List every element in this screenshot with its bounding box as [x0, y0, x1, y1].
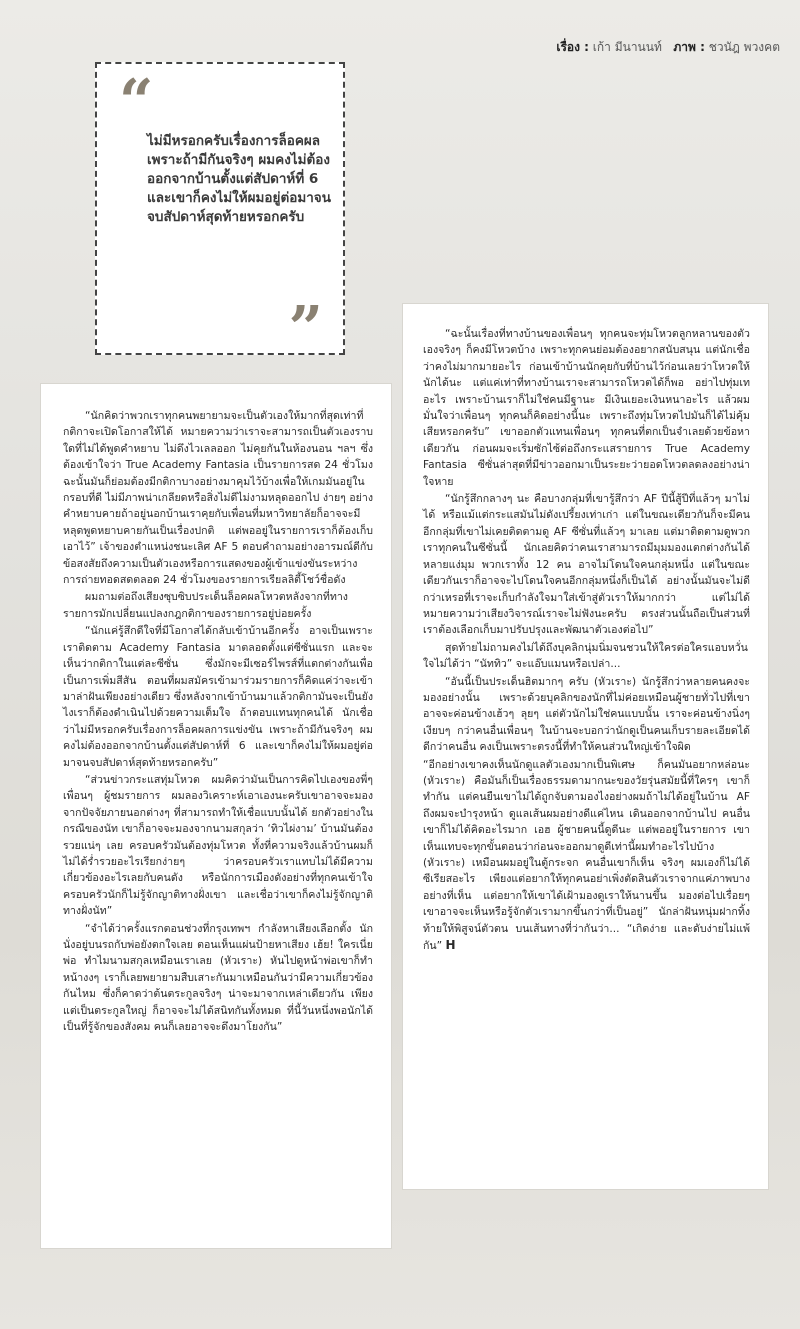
paragraph: “นักรู้สึกกลางๆ นะ คือบางกลุ่มที่เขารู้สึกว่า AF ปีนี้สู้ปีที่แล้วๆ มาไม่ได้ หรือแม้แต่กระแสมันไม่ดังเปรี้ยงเท่าเก่า แต่ในขณะเดียวกันก็จะมีคนอีกกลุ่มที่เขาไม่เคยติดตามดู AF ซีซั่นที่แล้วๆ มาเลย แต่มาติดตามดูพวกเราทุกคนในซีซั่นนี้ นักเลยคิดว่าคนเราสามารถมีมุมมองแตกต่างกันได้หลายแง่มุม พวกเราทั้ง 12 คน อาจไม่โดนใจคนกลุ่มหนึ่ง แต่ในขณะเดียวกันเราก็อาจจะไปโดนใจคนอีกกลุ่มหนึ่งก็เป็นได้ อย่างนั้นมันจะไม่ดีกว่าเหรอที่เราจะเก็บกำลังใจมาใส่เข้าสู่ตัวเราให้มากกว่า แต่ไม่ได้หมายความว่าเสียงวิจารณ์เราจะไม่ฟังนะครับ ตรงส่วนนั้นถือเป็นส่วนที่เราต้องเลือกเก็บมาปรับปรุงและพัฒนาตัวเองต่อไป”	[423, 493, 750, 637]
pull-quote-text: ไม่มีหรอกครับเรื่องการล็อคผล เพราะถ้ามีกันจริงๆ ผมคงไม่ต้องออกจากบ้านตั้งแต่สัปดาห์ที่ 6 และเขาก็คงไม่ให้ผมอยู่ต่อมาจนจบสัปดาห์สุดท้ายหรอกครับ	[147, 133, 331, 225]
paragraph: “จำได้ว่าครั้งแรกตอนช่วงที่กรุงเทพฯ กำลังหาเสียงเลือกตั้ง นักนั่งอยู่บนรถกับพ่อยังตกใจเลย ตอนเห็นแผ่นป้ายหาเสียง เฮ้ย! ใครเนี่ยพ่อ ทำไมนามสกุลเหมือนเราเลย (หัวเราะ) หันไปดูหน้าพ่อเขาก็ทำหน้างงๆ เราก็เลยพยายามสืบเสาะกันมาเหมือนกันว่ามีความเกี่ยวข้องกันไหม ซึ่งก็คาดว่าต้นตระกูลจริงๆ น่าจะมาจากเหล่าเดียวกัน เพียงแต่เป็นตระกูลใหญ่ ก็อาจจะไม่ได้สนิทกันทั้งหมด ที่นี้วันหนึ่งพอนักได้เป็นที่รู้จักของสังคม คนก็เลยอาจจะดึงมาโยงกัน”	[63, 922, 373, 1034]
photo-author: ชวนัฎ พวงคต	[708, 40, 780, 54]
paragraph: ผมถามต่อถึงเสียงซุบซิบประเด็นล็อคผลโหวตหลังจากที่ทางรายการมักเปลี่ยนแปลงกฎกติกาของรายการอยู่บ่อยครั้ง	[63, 591, 348, 620]
byline	[556, 38, 780, 57]
paragraph: “ฉะนั้นเรื่องที่ทางบ้านของเพื่อนๆ ทุกคนจะทุ่มโหวตลูกหลานของตัวเองจริงๆ ก็คงมีโหวตบ้าง เพราะทุกคนย่อมต้องอยากสนับสนุน แต่นักเชื่อว่าคงไม่มากมายอะไร ก่อนเข้าบ้านนักคุยกับที่บ้านไว้ก่อนเลยว่าโหวตให้นักได้นะ แต่แค่เท่าที่ทางบ้านเราจะสามารถโหวตได้ก็พอ อย่าไปทุ่มเทอะไร เพราะบ้านเราก็ไม่ใช่คนมีฐานะ มีเงินเยอะเงินหนาอะไร แล้วผมมั่นใจว่าเพื่อนๆ ทุกคนก็คิดอย่างนี้นะ เพราะถึงทุ่มโหวตไปมันก็ได้ไม่คุ้มเสียหรอกครับ” เขาออกตัวแทนเพื่อนๆ ทุกคนที่ตกเป็นจำเลยด้วยข้อหาเดียวกัน ก่อนผมจะเริ่มซักไซ้ต่อถึงกระแสรายการ True Academy Fantasia ซีซั่นล่าสุดที่มีข่าวออกมาเป็นระยะว่ายอดโหวตลดลงอย่างน่าใจหาย	[423, 328, 750, 488]
paragraph: “อันนี้เป็นประเด็นฮิตมากๆ ครับ (หัวเราะ) นักรู้สึกว่าหลายคนคงจะมองอย่างนั้น เพราะด้วยบุคลิกของนักที่ไม่ค่อยเหมือนผู้ชายทั่วไปที่เขาอาจจะค่อนข้างเฮ้วๆ ลุยๆ แต่ตัวนักไม่ใช่คนแบบนั้น เราจะค่อนข้างนิ่งๆ เงียบๆ กว่าคนอื่นเพื่อนๆ ในบ้านจะบอกว่านักดูเป็นคนเก็บรายละเอียดได้ดีกว่าคนอื่น คงเป็นเพราะตรงนี้ที่ทำให้คนส่วนใหญ่เข้าใจผิด	[423, 675, 750, 754]
right-text-column	[402, 303, 769, 1190]
photo-label: ภาพ :	[673, 40, 705, 54]
left-text-column	[40, 383, 392, 1249]
paragraph: “นักคิดว่าพวกเราทุกคนพยายามจะเป็นตัวเองให้มากที่สุดเท่าที่กติกาจะเปิดโอกาสให้ได้ หมายความว่าเราจะสามารถเป็นตัวเองราบใดที่ไม่ได้พูดคำหยาบ ไม่ดึงไวเลลออก ไม่คุยกันในห้องนอน ฯลฯ ซึ่งต้องเข้าใจว่า True Academy Fantasia เป็นรายการสด 24 ชั่วโมง ฉะนั้นมันก็ย่อมต้องมีกติกาบางอย่างมาคุมไว้บ้างเพื่อให้เกมมันอยู่ในกรอบที่ดี ไม่มีภาพน่าเกลียดหรือสิ่งไม่ดีไม่งามหลุดออกไป ง่ายๆ อย่างคำหยาบคายถ้าอยู่นอกบ้านเราคุยกับเพื่อนที่มหาวิทยาลัยก็อาจจะมีหลุดพูดหยาบคายกันเป็นเรื่องปกติ แต่พออยู่ในรายการเราก็ต้องเก็บเอาไว้” เจ้าของตำแหน่งชนะเลิศ AF 5 ตอบคำถามอย่างอารมณ์ดีกับข้อสงสัยถึงความเป็นตัวเองหรือการแสดงของผู้เข้าแข่งขันระหว่างการถ่ายทอดสดตลอด 24 ชั่วโมงของรายการเรียลลิตี้โชว์ชื่อดัง	[63, 410, 373, 587]
end-mark: H	[445, 938, 456, 953]
story-author: เก้า มีนานนท์	[592, 40, 662, 54]
story-label: เรื่อง :	[556, 40, 589, 54]
open-quote-mark: “	[119, 67, 154, 137]
pull-quote-box	[95, 62, 345, 364]
paragraph: สุดท้ายไม่ถามคงไม่ได้ถึงบุคลิกนุ่มนิ่มจนชวนให้ใครต่อใครแอบหวั่นใจไม่ได้ว่า “นัททิว” จะแอ๊บแมนหรือเปล่า...	[423, 641, 748, 671]
close-quote-mark: ”	[288, 294, 323, 364]
paragraph: “นักแค่รู้สึกดีใจที่มีโอกาสได้กลับเข้าบ้านอีกครั้ง อาจเป็นเพราะเราติดตาม Academy Fantasia มาตลอดตั้งแต่ซีซั่นแรก และจะเห็นว่ากติกาในแต่ละซีซั่น ซึ่งมักจะมีเซอร์ไพรส์ที่แตกต่างกันเพื่อเป็นการเพิ่มสีสัน ตอนที่ผมสมัครเข้ามาร่วมรายการก็คิดแค่ว่าจะเข้ามาล่าฝันเพียงอย่างเดียว ซึ่งหลังจากเข้าบ้านมาแล้วกติกามันจะเป็นยังไงเราก็ต้องดำเนินไปด้วยความเต็มใจ ถ้าตอบแทนทุกคนได้ นักเชื่อว่าไม่มีหรอกครับเรื่องการล็อคผลการแข่งขัน เพราะถ้ามีกันจริงๆ ผมคงไม่ต้องออกจากบ้านตั้งแต่สัปดาห์ที่ 6 และเขาก็คงไม่ให้ผมอยู่ต่อมาจนจบสัปดาห์สุดท้ายหรอกครับ”	[63, 625, 373, 769]
paragraph: “อีกอย่างเขาคงเห็นนักดูแลตัวเองมากเป็นพิเศษ ก็คนมันอยากหล่อนะ (หัวเราะ) คือมันก็เป็นเรื่องธรรมดามากนะของวัยรุ่นสมัยนี้ที่ใครๆ เขาก็ทำกัน แต่คนยืนเขาไม่ได้ถูกจับตามองไงอย่างผมถ้าไม่ได้อยู่ในบ้าน AF ถึงผมจะบำรุงหน้า ดูแลเส้นผมอย่างดีแค่ไหน เดินออกจากบ้านไป คนอื่นเขาก็ไม่ได้คิดอะไรมาก เอฮ ผู้ชายคนนี้ดูดีนะ แต่พออยู่ในรายการ เขาเห็นแทบจะทุกขั้นตอนว่าก่อนจะออกมาดูดีเท่านี้ผมทำอะไรไปบ้าง (หัวเราะ) เหมือนผมอยู่ในตู้กระจก คนอื่นเขาก็เห็น จริงๆ ผมเองก็ไม่ได้ซีเรียสอะไร เพียงแต่อยากให้ทุกคนอย่าเพิ่งตัดสินตัวเราจากแค่ภาพบางอย่างที่เห็น แต่อยากให้เขาได้เฝ้ามองดูเราให้นานขึ้น มองต่อไปเรื่อยๆ เขาอาจจะเห็นหรือรู้จักตัวเรามากขึ้นกว่าที่เป็นอยู่” นักล่าฝันหนุ่มฝากทิ้งท้ายให้พิสูจน์ตัวตน บนเส้นทางที่ว่ากันว่า... “เกิดง่าย และดับง่ายไม่แพ้กัน”	[423, 758, 750, 953]
paragraph: “ส่วนข่าวกระแสทุ่มโหวต ผมคิดว่ามันเป็นการคิดไปเองของพี่ๆ เพื่อนๆ ผู้ชมรายการ ผมลองวิเคราะห์เอาเองนะครับเขาอาจจะมองจากปัจจัยภายนอกต่างๆ ที่สามารถทำให้เชื่อแบบนั้นได้ ยกตัวอย่างในกรณีของนัท เขาก็อาจจะมองจากนามสกุลว่า ‘ทิวไผ่งาม’ บ้านมันต้องรวยแน่ๆ เลย ครอบครัวมันต้องทุ่มโหวต ทั้งที่ความจริงแล้วบ้านผมก็ไม่ได้ร่ำรวยอะไรเรียกง่ายๆ ว่าครอบครัวเราแทบไม่ได้มีความเกี่ยวข้องอะไรเลยกับคนดัง หรือนักการเมืองดังอย่างที่ทุกคนเข้าใจ ครอบครัวนักก็ไม่รู้จักญาติทางฝั่งเขา และเชื่อว่าเขาก็คงไม่รู้จักญาติทางฝั่งนัท”	[63, 773, 373, 918]
